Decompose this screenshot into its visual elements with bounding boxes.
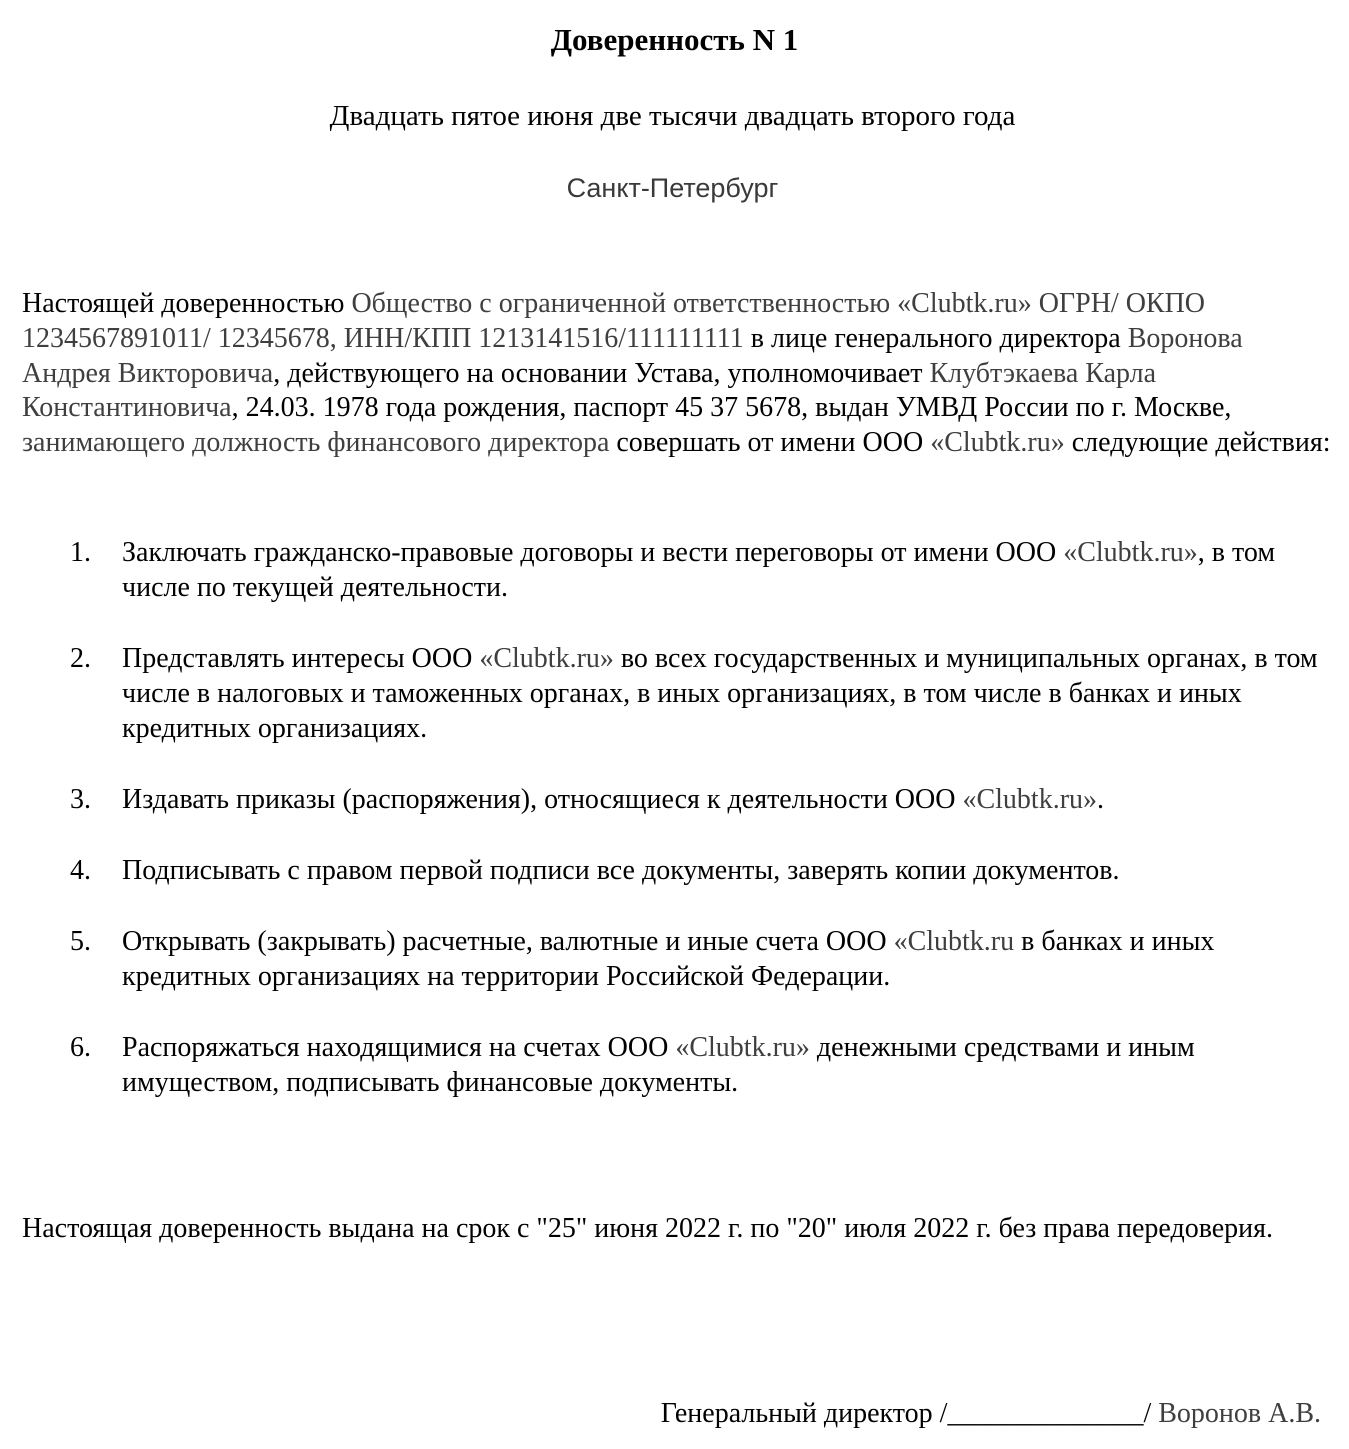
list-number: 2.	[70, 643, 91, 674]
validity-term: Настоящая доверенность выдана на срок с "25" июня 2022 г. по "20" июля 2022 г. без права передоверия.	[22, 1213, 1274, 1244]
action-text: денежными средствами и иным имуществом, подписывать финансовые документы.	[122, 1032, 1195, 1098]
company-short-name: «Clubtk.ru»	[962, 784, 1098, 815]
document-title: Доверенность N 1	[550, 22, 799, 57]
action-text: Распоряжаться находящимися на счетах ООО	[122, 1032, 676, 1063]
intro-text: Настоящей доверенностью	[22, 288, 352, 319]
intro-text: совершать от имени ООО	[609, 427, 931, 459]
attorney-name: Клубтэкаева Карла Константиновича	[22, 357, 1157, 424]
list-item	[22, 853, 1332, 888]
action-text: Открывать (закрывать) расчетные, валютные и иные счета ООО	[122, 926, 894, 957]
action-text: во всех государственных и муниципальных органах, в том числе в налоговых и таможенных органах, в иных организациях, в том числе в банках и иных кредитных организациях.	[122, 643, 1318, 744]
list-item	[22, 782, 1332, 817]
action-text: Подписывать с правом первой подписи все документы, заверять копии документов.	[122, 855, 1120, 886]
signature-block	[661, 1398, 1321, 1430]
list-number: 6.	[70, 1032, 91, 1063]
signature-label: Генеральный директор /	[660, 1398, 948, 1429]
list-number: 4.	[70, 855, 91, 886]
list-item	[22, 641, 1332, 746]
company-short-name: «Clubtk.ru	[893, 926, 1015, 957]
director-name: Воронова Андрея Викторовича	[22, 322, 1243, 389]
action-text: в банках и иных кредитных организациях на территории Российской Федерации.	[122, 926, 1215, 992]
company-short-name: «Clubtk.ru»	[675, 1032, 810, 1063]
list-number: 5.	[70, 926, 91, 957]
action-text: Издавать приказы (распоряжения), относящиеся к деятельности ООО	[122, 784, 963, 815]
actions-list	[22, 535, 1332, 1100]
action-text: , в том числе по текущей деятельности.	[122, 537, 1276, 603]
company-details: Общество с ограниченной ответственностью «Clubtk.ru» ОГРН/ ОКПО 1234567891011/ 12345678, ИНН/КПП 1213141516/111111111	[22, 288, 1206, 354]
company-short-name: «Clubtk.ru»	[479, 643, 614, 674]
action-text: Заключать гражданско-правовые договоры и вести переговоры от имени ООО	[122, 537, 1064, 568]
action-text: .	[1097, 784, 1105, 815]
company-short-name: «Clubtk.ru»	[930, 427, 1065, 459]
company-short-name: «Clubtk.ru»	[1063, 537, 1198, 568]
list-item	[22, 1030, 1332, 1100]
intro-text: , 24.03. 1978 года рождения, паспорт 45 37 5678, выдан УМВД России по г. Москве,	[231, 392, 1232, 424]
signature-line: ______________	[947, 1398, 1144, 1429]
action-text: Представлять интересы ООО	[122, 643, 480, 674]
signatory-name: Воронов А.В.	[1151, 1398, 1321, 1429]
signature-slash: /	[1143, 1398, 1152, 1429]
list-item	[22, 924, 1332, 994]
attorney-position: занимающего должность финансового директора	[22, 427, 610, 459]
document-date: Двадцать пятое июня две тысячи двадцать второго года	[329, 100, 1016, 132]
list-item	[22, 535, 1332, 605]
intro-text: следующие действия:	[1064, 427, 1331, 459]
list-number: 3.	[70, 784, 91, 815]
intro-text: , действующего на основании Устава, уполномочивает	[273, 357, 930, 389]
intro-text: в лице генерального директора	[743, 322, 1128, 354]
document-city: Санкт-Петербург	[566, 173, 779, 203]
list-number: 1.	[70, 537, 91, 568]
intro-paragraph	[22, 287, 1332, 461]
